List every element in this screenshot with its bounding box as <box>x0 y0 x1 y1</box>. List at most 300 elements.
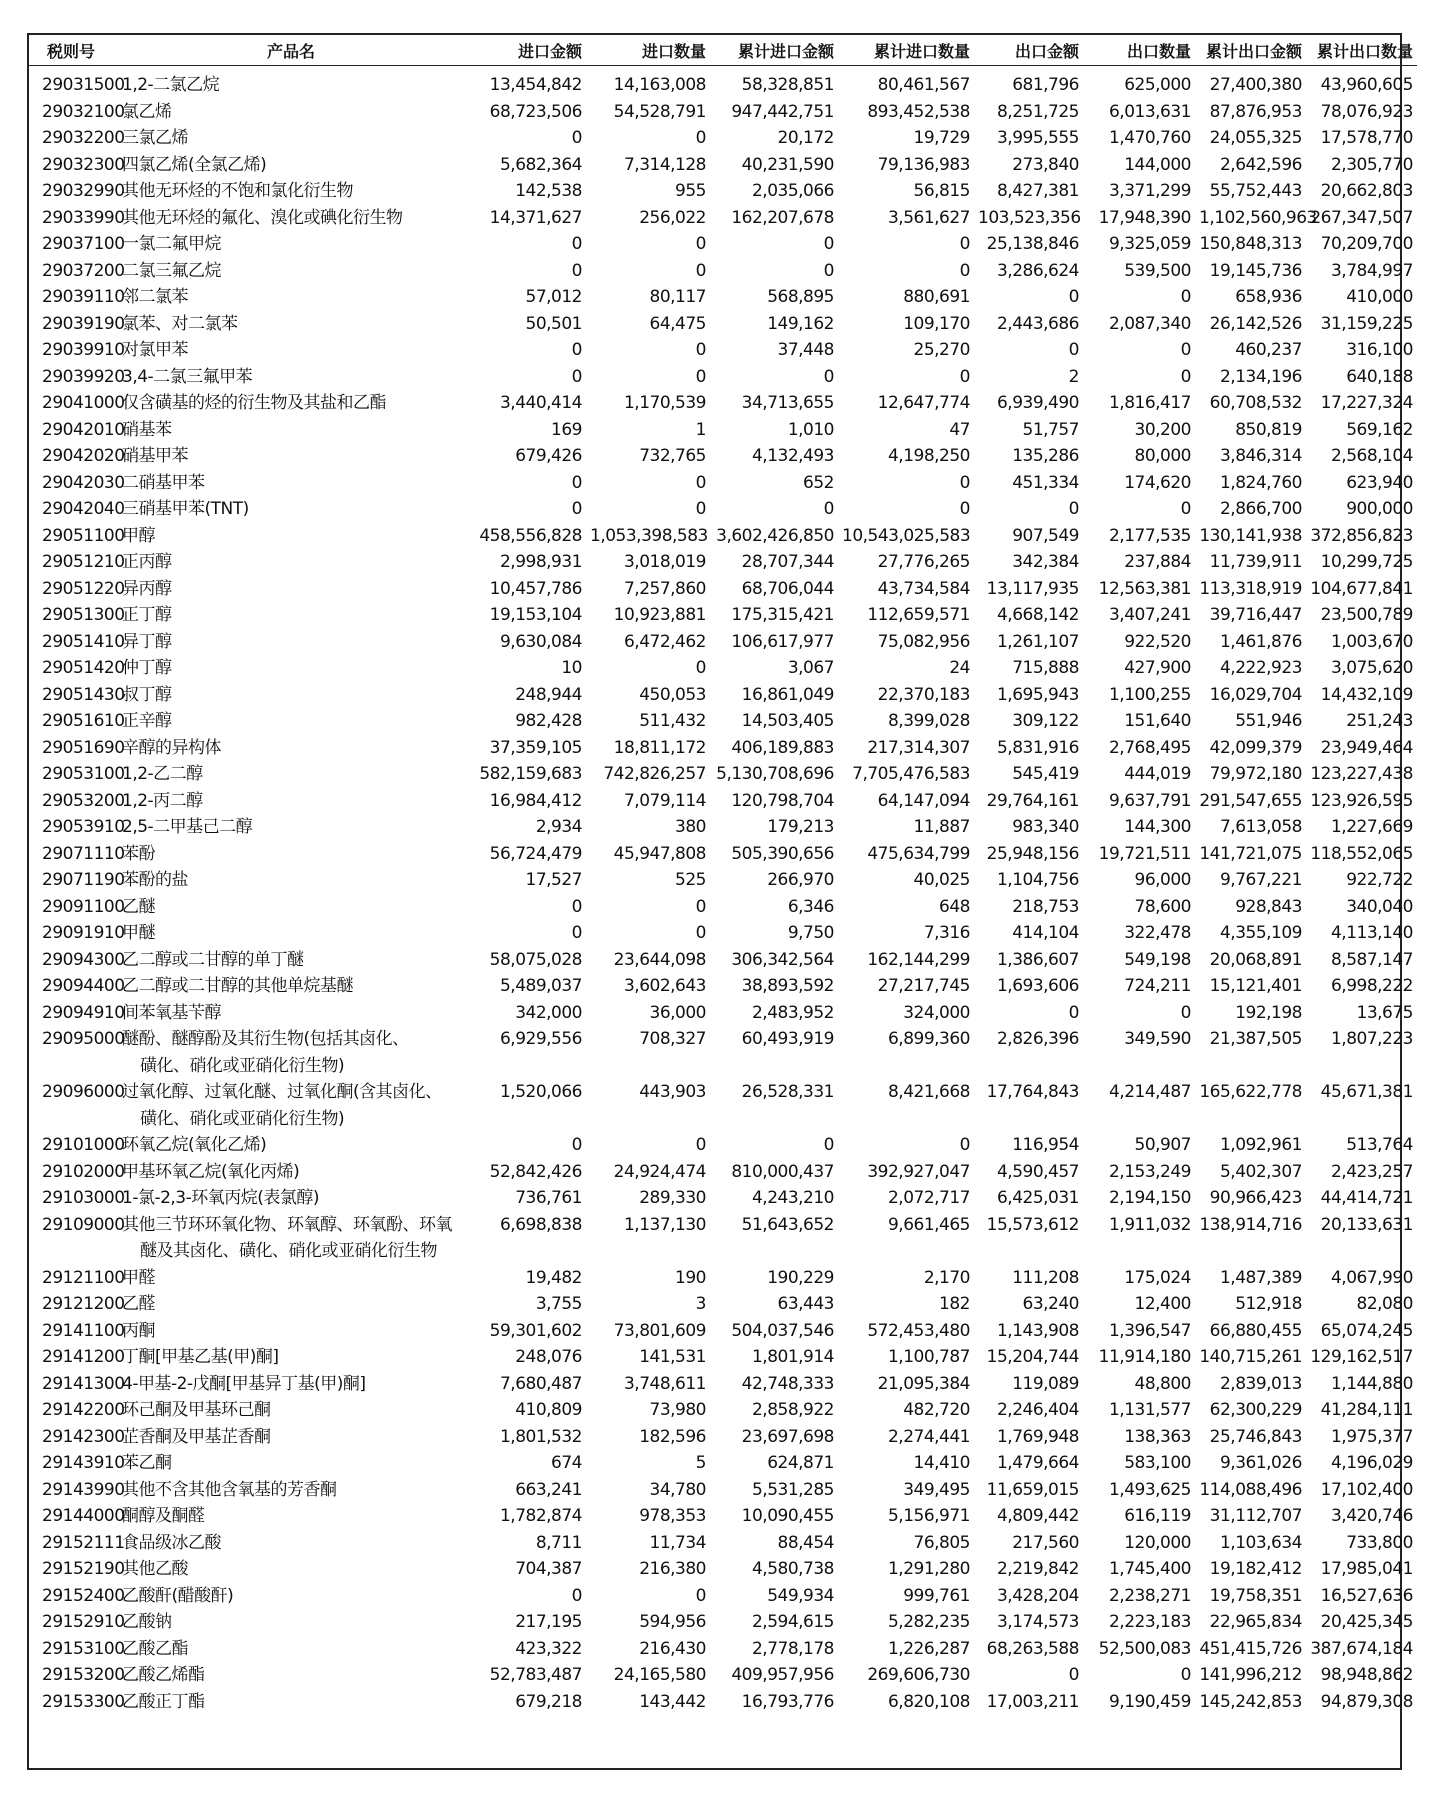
export-quantity-cell: 9,190,459 <box>1108 1691 1191 1712</box>
cumulative-import-quantity-cell: 349,495 <box>903 1479 970 1500</box>
cumulative-import-quantity-cell: 893,452,538 <box>867 101 970 122</box>
product-name-line: 1,2-丙二醇 <box>122 790 203 811</box>
tariff-code-cell: 29094400 <box>42 976 125 996</box>
table-row <box>29 841 1417 868</box>
tariff-code-cell: 29042040 <box>42 499 125 519</box>
cumulative-import-quantity-cell: 269,606,730 <box>867 1665 970 1685</box>
cumulative-export-value-cell: 4,355,109 <box>1219 923 1302 943</box>
table-row <box>29 894 1417 921</box>
export-value-cell: 15,573,612 <box>986 1214 1079 1235</box>
export-quantity-cell: 1,396,547 <box>1108 1320 1191 1341</box>
export-quantity-cell: 48,800 <box>1134 1373 1191 1394</box>
cumulative-export-quantity-cell: 900,000 <box>1346 499 1413 519</box>
table-row <box>29 629 1417 656</box>
cumulative-import-value-cell: 947,442,751 <box>731 101 834 122</box>
export-quantity-cell: 144,000 <box>1124 154 1191 175</box>
import-value-cell: 16,984,412 <box>489 790 582 811</box>
cumulative-import-value-cell: 106,617,977 <box>731 631 834 652</box>
cumulative-export-quantity-cell: 6,998,222 <box>1330 976 1413 996</box>
cumulative-import-value-cell: 20,172 <box>777 128 834 148</box>
cumulative-export-quantity-cell: 20,425,345 <box>1320 1612 1413 1632</box>
cumulative-import-quantity-cell: 10,543,025,583 <box>842 525 971 546</box>
export-quantity-cell: 2,153,249 <box>1108 1161 1191 1182</box>
export-value-cell: 6,939,490 <box>996 393 1079 413</box>
table-row <box>29 788 1417 815</box>
export-quantity-cell: 11,914,180 <box>1098 1347 1191 1367</box>
tariff-code-cell: 29042010 <box>42 419 125 440</box>
cumulative-export-quantity-cell: 45,671,381 <box>1320 1082 1413 1102</box>
product-name-line: 甲醛 <box>122 1267 155 1288</box>
product-name-cell <box>120 814 462 841</box>
cumulative-export-value-cell: 928,843 <box>1235 896 1302 917</box>
export-value-cell: 3,286,624 <box>996 260 1079 281</box>
export-quantity-cell: 96,000 <box>1134 870 1191 890</box>
cumulative-export-quantity-cell: 1,144,880 <box>1330 1373 1413 1394</box>
cumulative-import-value-cell: 409,957,956 <box>731 1665 834 1685</box>
export-value-cell: 1,695,943 <box>996 684 1079 705</box>
product-name-line: 甲醚 <box>122 923 155 943</box>
export-value-cell: 2,246,404 <box>996 1400 1079 1420</box>
cumulative-import-quantity-cell: 75,082,956 <box>877 631 970 652</box>
cumulative-import-value-cell: 9,750 <box>787 923 834 943</box>
product-name-line: 甲基环氧乙烷(氧化丙烯) <box>122 1161 300 1182</box>
cumulative-import-quantity-cell: 572,453,480 <box>867 1320 970 1341</box>
cumulative-export-quantity-cell: 2,568,104 <box>1330 446 1413 466</box>
tariff-code-cell: 29091910 <box>42 923 125 943</box>
export-quantity-cell: 237,884 <box>1124 552 1191 572</box>
cumulative-export-quantity-cell: 98,948,862 <box>1320 1665 1413 1685</box>
cumulative-export-quantity-cell: 2,305,770 <box>1330 154 1413 175</box>
tariff-code-cell: 29051410 <box>42 631 125 652</box>
cumulative-import-value-cell: 40,231,590 <box>741 154 834 175</box>
table-row <box>29 337 1417 364</box>
product-name-cell <box>120 66 462 99</box>
import-value-cell: 0 <box>571 499 582 519</box>
tariff-code-cell: 29153100 <box>42 1638 125 1659</box>
cumulative-import-quantity-cell: 56,815 <box>913 181 970 201</box>
product-name-line: 醚酚、醚醇酚及其衍生物(包括其卤化、 <box>122 1029 409 1049</box>
import-value-cell: 68,723,506 <box>489 101 582 122</box>
cumulative-export-value-cell: 79,972,180 <box>1209 764 1302 784</box>
product-name-cell <box>120 125 462 152</box>
import-quantity-cell: 3,018,019 <box>623 552 706 572</box>
cumulative-export-value-cell: 31,112,707 <box>1209 1506 1302 1526</box>
product-name-line: 一氯二氟甲烷 <box>122 234 221 254</box>
cumulative-export-value-cell: 60,708,532 <box>1209 393 1302 413</box>
export-value-cell: 218,753 <box>1012 896 1079 917</box>
cumulative-export-quantity-cell: 17,102,400 <box>1320 1479 1413 1500</box>
export-quantity-cell: 549,198 <box>1124 949 1191 970</box>
tariff-code-cell: 29039190 <box>42 313 125 334</box>
header-import-value: 进口金额 <box>462 35 586 66</box>
export-value-cell: 68,263,588 <box>986 1638 1079 1659</box>
import-value-cell: 19,482 <box>525 1267 582 1288</box>
product-name-cell <box>120 735 462 762</box>
tariff-code-cell: 29141200 <box>42 1347 125 1367</box>
cumulative-export-value-cell: 15,121,401 <box>1209 976 1302 996</box>
table-header-row <box>29 35 1417 66</box>
import-value-cell: 14,371,627 <box>489 207 582 228</box>
tariff-code-cell: 29051420 <box>42 658 125 678</box>
cumulative-export-quantity-cell: 372,856,823 <box>1310 525 1413 546</box>
cumulative-export-quantity-cell: 513,764 <box>1346 1135 1413 1155</box>
cumulative-import-quantity-cell: 80,461,567 <box>877 75 970 95</box>
product-name-line: 环氧乙烷(氧化乙烯) <box>122 1135 267 1155</box>
cumulative-export-value-cell: 140,715,261 <box>1199 1347 1302 1367</box>
export-quantity-cell: 349,590 <box>1124 1029 1191 1049</box>
tariff-code-cell: 29051690 <box>42 737 125 758</box>
header-tariff-code: 税则号 <box>29 35 120 66</box>
product-name-cell <box>120 1450 462 1477</box>
product-name-line: 其他三节环环氧化物、环氧醇、环氧酚、环氧 <box>122 1214 452 1235</box>
cumulative-import-value-cell: 0 <box>823 366 834 387</box>
product-name-line: 正丁醇 <box>122 605 172 625</box>
export-quantity-cell: 12,400 <box>1134 1294 1191 1314</box>
export-quantity-cell: 144,300 <box>1124 817 1191 837</box>
product-name-line: 乙酸正丁酯 <box>122 1691 205 1712</box>
tariff-code-cell: 29109000 <box>42 1214 125 1235</box>
import-value-cell: 248,944 <box>515 684 582 705</box>
cumulative-export-quantity-cell: 17,985,041 <box>1320 1559 1413 1579</box>
cumulative-import-value-cell: 549,934 <box>767 1585 834 1606</box>
import-quantity-cell: 18,811,172 <box>613 737 706 758</box>
product-name-line: 食品级冰乙酸 <box>122 1532 221 1553</box>
import-value-cell: 50,501 <box>525 313 582 334</box>
tariff-code-cell: 29039110 <box>42 287 125 307</box>
cumulative-export-quantity-cell: 410,000 <box>1346 287 1413 307</box>
product-name-line: 过氧化醇、过氧化醚、过氧化酮(含其卤化、 <box>122 1082 442 1102</box>
cumulative-export-value-cell: 551,946 <box>1235 711 1302 731</box>
cumulative-import-quantity-cell: 6,899,360 <box>887 1029 970 1049</box>
export-value-cell: 451,334 <box>1012 472 1079 493</box>
cumulative-export-value-cell: 1,102,560,963 <box>1199 207 1317 228</box>
import-value-cell: 0 <box>571 340 582 360</box>
import-value-cell: 982,428 <box>515 711 582 731</box>
product-name-cell <box>120 973 462 1000</box>
import-quantity-cell: 80,117 <box>649 287 706 307</box>
cumulative-import-quantity-cell: 482,720 <box>903 1400 970 1420</box>
import-quantity-cell: 143,442 <box>639 1691 706 1712</box>
cumulative-export-quantity-cell: 20,133,631 <box>1320 1214 1413 1235</box>
export-value-cell: 1,143,908 <box>996 1320 1079 1341</box>
cumulative-export-quantity-cell: 123,227,438 <box>1310 764 1413 784</box>
export-quantity-cell: 3,407,241 <box>1108 605 1191 625</box>
cumulative-import-quantity-cell: 24 <box>949 658 970 678</box>
cumulative-export-value-cell: 291,547,655 <box>1199 790 1302 811</box>
product-name-line: 乙酸乙酯 <box>122 1638 188 1659</box>
cumulative-import-value-cell: 4,243,210 <box>751 1188 834 1208</box>
export-quantity-cell: 322,478 <box>1124 923 1191 943</box>
product-name-cell <box>120 1583 462 1610</box>
cumulative-export-quantity-cell: 43,960,605 <box>1320 75 1413 95</box>
table-row <box>29 470 1417 497</box>
cumulative-import-quantity-cell: 14,410 <box>913 1453 970 1473</box>
tariff-code-cell: 29051300 <box>42 605 125 625</box>
cumulative-export-value-cell: 3,846,314 <box>1219 446 1302 466</box>
tariff-code-cell: 29051430 <box>42 684 125 705</box>
cumulative-export-value-cell: 66,880,455 <box>1209 1320 1302 1341</box>
product-name-line: 乙醚 <box>122 896 155 917</box>
export-value-cell: 17,003,211 <box>986 1691 1079 1712</box>
table-row <box>29 1450 1417 1477</box>
table-row <box>29 443 1417 470</box>
cumulative-export-value-cell: 26,142,526 <box>1209 313 1302 334</box>
export-value-cell: 273,840 <box>1012 154 1079 175</box>
import-quantity-cell: 14,163,008 <box>613 75 706 95</box>
import-value-cell: 37,359,105 <box>489 737 582 758</box>
import-value-cell: 679,218 <box>515 1691 582 1712</box>
cumulative-export-value-cell: 5,402,307 <box>1219 1161 1302 1182</box>
cumulative-export-quantity-cell: 3,420,746 <box>1330 1506 1413 1526</box>
table-row <box>29 708 1417 735</box>
export-quantity-cell: 17,948,390 <box>1098 207 1191 228</box>
header-product-name: 产品名 <box>120 35 462 66</box>
tariff-code-cell: 29121100 <box>42 1267 125 1288</box>
export-quantity-cell: 50,907 <box>1134 1135 1191 1155</box>
export-value-cell: 2,443,686 <box>996 313 1079 334</box>
cumulative-import-value-cell: 3,067 <box>787 658 834 678</box>
cumulative-export-quantity-cell: 94,879,308 <box>1320 1691 1413 1712</box>
cumulative-import-quantity-cell: 47 <box>949 419 970 440</box>
cumulative-import-value-cell: 2,035,066 <box>751 181 834 201</box>
cumulative-import-quantity-cell: 0 <box>959 472 970 493</box>
cumulative-import-value-cell: 0 <box>823 499 834 519</box>
cumulative-import-value-cell: 37,448 <box>777 340 834 360</box>
product-name-cell <box>120 1424 462 1451</box>
export-value-cell: 2,219,842 <box>996 1559 1079 1579</box>
cumulative-import-quantity-cell: 5,282,235 <box>887 1612 970 1632</box>
tariff-code-cell: 29141100 <box>42 1320 125 1341</box>
tariff-code-cell: 29032300 <box>42 154 125 175</box>
import-quantity-cell: 36,000 <box>649 1002 706 1023</box>
product-name-cell <box>120 1079 462 1132</box>
product-name-line: 芷香酮及甲基芷香酮 <box>122 1426 271 1447</box>
product-name-line: 邻二氯苯 <box>122 287 188 307</box>
import-value-cell: 19,153,104 <box>489 605 582 625</box>
import-value-cell: 1,801,532 <box>499 1426 582 1447</box>
table-row <box>29 1132 1417 1159</box>
export-value-cell: 63,240 <box>1022 1294 1079 1314</box>
cumulative-import-quantity-cell: 1,226,287 <box>887 1638 970 1659</box>
export-quantity-cell: 2,087,340 <box>1108 313 1191 334</box>
cumulative-export-value-cell: 512,918 <box>1235 1294 1302 1314</box>
table-row <box>29 761 1417 788</box>
export-value-cell: 1,769,948 <box>996 1426 1079 1447</box>
import-quantity-cell: 24,924,474 <box>613 1161 706 1182</box>
product-name-cell <box>120 655 462 682</box>
table-row <box>29 258 1417 285</box>
cumulative-export-quantity-cell: 733,800 <box>1346 1532 1413 1553</box>
export-value-cell: 715,888 <box>1012 658 1079 678</box>
import-quantity-cell: 182,596 <box>639 1426 706 1447</box>
product-name-cell <box>120 1291 462 1318</box>
export-quantity-cell: 174,620 <box>1124 472 1191 493</box>
export-value-cell: 51,757 <box>1022 419 1079 440</box>
product-name-line: 正丙醇 <box>122 552 172 572</box>
cumulative-export-quantity-cell: 31,159,225 <box>1320 313 1413 334</box>
cumulative-export-quantity-cell: 4,113,140 <box>1330 923 1413 943</box>
import-value-cell: 704,387 <box>515 1559 582 1579</box>
cumulative-import-quantity-cell: 648 <box>939 896 970 917</box>
product-name-cell <box>120 602 462 629</box>
cumulative-import-value-cell: 6,346 <box>787 896 834 917</box>
export-value-cell: 0 <box>1068 1665 1079 1685</box>
product-name-line: 甲醇 <box>122 525 155 546</box>
product-name-line: 3,4-二氯三氟甲苯 <box>122 366 253 387</box>
export-value-cell: 414,104 <box>1012 923 1079 943</box>
import-value-cell: 142,538 <box>515 181 582 201</box>
import-value-cell: 0 <box>571 896 582 917</box>
table-row <box>29 1689 1417 1716</box>
import-quantity-cell: 7,314,128 <box>623 154 706 175</box>
cumulative-import-value-cell: 60,493,919 <box>741 1029 834 1049</box>
tariff-code-cell: 29032100 <box>42 101 125 122</box>
cumulative-export-value-cell: 9,767,221 <box>1219 870 1302 890</box>
export-value-cell: 111,208 <box>1012 1267 1079 1288</box>
import-quantity-cell: 978,353 <box>639 1506 706 1526</box>
cumulative-export-quantity-cell: 251,243 <box>1346 711 1413 731</box>
product-name-line: 间苯氧基苄醇 <box>122 1002 221 1023</box>
import-value-cell: 1,782,874 <box>499 1506 582 1526</box>
product-name-cell <box>120 1000 462 1027</box>
tariff-code-cell: 29094300 <box>42 949 125 970</box>
product-name-cell <box>120 682 462 709</box>
export-value-cell: 1,693,606 <box>996 976 1079 996</box>
cumulative-export-quantity-cell: 1,227,669 <box>1330 817 1413 837</box>
header-cumulative-export-value: 累计出口金额 <box>1195 35 1306 66</box>
cumulative-import-value-cell: 505,390,656 <box>731 843 834 864</box>
table-row <box>29 417 1417 444</box>
tariff-code-cell: 29071110 <box>42 843 125 864</box>
cumulative-export-quantity-cell: 23,500,789 <box>1320 605 1413 625</box>
import-value-cell: 17,527 <box>525 870 582 890</box>
import-quantity-cell: 190 <box>675 1267 706 1288</box>
product-name-line: 苯乙酮 <box>122 1453 172 1473</box>
import-quantity-cell: 955 <box>675 181 706 201</box>
export-quantity-cell: 724,211 <box>1124 976 1191 996</box>
import-quantity-cell: 594,956 <box>639 1612 706 1632</box>
export-value-cell: 119,089 <box>1012 1373 1079 1394</box>
product-name-cell <box>120 178 462 205</box>
export-quantity-cell: 0 <box>1180 1665 1191 1685</box>
import-value-cell: 0 <box>571 260 582 281</box>
product-name-cell <box>120 231 462 258</box>
export-value-cell: 983,340 <box>1012 817 1079 837</box>
cumulative-import-value-cell: 16,793,776 <box>741 1691 834 1712</box>
cumulative-export-quantity-cell: 65,074,245 <box>1320 1320 1413 1341</box>
tariff-code-cell: 29037100 <box>42 234 125 254</box>
cumulative-export-quantity-cell: 104,677,841 <box>1310 578 1413 599</box>
cumulative-export-value-cell: 2,642,596 <box>1219 154 1302 175</box>
cumulative-export-value-cell: 460,237 <box>1235 340 1302 360</box>
import-quantity-cell: 0 <box>695 366 706 387</box>
table-row <box>29 523 1417 550</box>
import-quantity-cell: 0 <box>695 340 706 360</box>
export-value-cell: 4,668,142 <box>996 605 1079 625</box>
product-name-cell <box>120 1503 462 1530</box>
product-name-cell <box>120 311 462 338</box>
import-quantity-cell: 708,327 <box>639 1029 706 1049</box>
import-value-cell: 410,809 <box>515 1400 582 1420</box>
import-quantity-cell: 216,380 <box>639 1559 706 1579</box>
import-quantity-cell: 24,165,580 <box>613 1665 706 1685</box>
cumulative-import-value-cell: 306,342,564 <box>731 949 834 970</box>
product-name-line: 其他不含其他含氧基的芳香酮 <box>122 1479 337 1500</box>
table-row <box>29 152 1417 179</box>
cumulative-export-value-cell: 25,746,843 <box>1209 1426 1302 1447</box>
tariff-code-cell: 29042020 <box>42 446 125 466</box>
export-quantity-cell: 78,600 <box>1134 896 1191 917</box>
product-name-cell <box>120 549 462 576</box>
export-value-cell: 25,138,846 <box>986 234 1079 254</box>
cumulative-export-quantity-cell: 129,162,517 <box>1310 1347 1413 1367</box>
import-value-cell: 679,426 <box>515 446 582 466</box>
import-quantity-cell: 7,079,114 <box>623 790 706 811</box>
product-name-line: 其他无环烃的氟化、溴化或碘化衍生物 <box>122 207 403 228</box>
table-row <box>29 99 1417 126</box>
cumulative-export-quantity-cell: 387,674,184 <box>1310 1638 1413 1659</box>
cumulative-export-value-cell: 87,876,953 <box>1209 101 1302 122</box>
tariff-code-cell: 29101000 <box>42 1135 125 1155</box>
export-value-cell: 0 <box>1068 499 1079 519</box>
import-quantity-cell: 10,923,881 <box>613 605 706 625</box>
product-name-cell <box>120 1026 462 1079</box>
export-value-cell: 29,764,161 <box>986 790 1079 811</box>
import-value-cell: 52,783,487 <box>489 1665 582 1685</box>
import-quantity-cell: 7,257,860 <box>623 578 706 599</box>
tariff-code-cell: 29053100 <box>42 764 125 784</box>
import-value-cell: 217,195 <box>515 1612 582 1632</box>
cumulative-export-quantity-cell: 118,552,065 <box>1310 843 1413 864</box>
cumulative-export-quantity-cell: 123,926,595 <box>1310 790 1413 811</box>
cumulative-import-value-cell: 2,858,922 <box>751 1400 834 1420</box>
table-row <box>29 682 1417 709</box>
cumulative-import-value-cell: 5,130,708,696 <box>716 764 834 784</box>
cumulative-import-value-cell: 2,778,178 <box>751 1638 834 1659</box>
table-row <box>29 364 1417 391</box>
import-value-cell: 0 <box>571 1585 582 1606</box>
cumulative-export-value-cell: 113,318,919 <box>1199 578 1302 599</box>
tariff-code-cell: 29031500 <box>42 75 125 95</box>
import-value-cell: 0 <box>571 234 582 254</box>
cumulative-import-value-cell: 34,713,655 <box>741 393 834 413</box>
product-name-line: 丁酮[甲基乙基(甲)酮] <box>122 1347 279 1367</box>
product-name-line: 1-氯-2,3-环氧丙烷(表氯醇) <box>122 1188 320 1208</box>
export-quantity-cell: 138,363 <box>1124 1426 1191 1447</box>
product-name-line: 乙酸乙烯酯 <box>122 1665 205 1685</box>
cumulative-import-quantity-cell: 162,144,299 <box>867 949 970 970</box>
cumulative-import-value-cell: 175,315,421 <box>731 605 834 625</box>
cumulative-import-quantity-cell: 880,691 <box>903 287 970 307</box>
cumulative-import-quantity-cell: 1,291,280 <box>887 1559 970 1579</box>
cumulative-import-quantity-cell: 43,734,584 <box>877 578 970 599</box>
cumulative-import-quantity-cell: 11,887 <box>913 817 970 837</box>
tariff-code-cell: 29039920 <box>42 366 125 387</box>
table-row <box>29 205 1417 232</box>
cumulative-import-value-cell: 810,000,437 <box>731 1161 834 1182</box>
tariff-code-cell: 29096000 <box>42 1082 125 1102</box>
cumulative-import-value-cell: 68,706,044 <box>741 578 834 599</box>
tariff-code-cell: 29143910 <box>42 1453 125 1473</box>
cumulative-export-quantity-cell: 3,784,997 <box>1330 260 1413 281</box>
cumulative-import-quantity-cell: 112,659,571 <box>867 605 970 625</box>
tariff-code-cell: 29144000 <box>42 1506 125 1526</box>
export-quantity-cell: 0 <box>1180 366 1191 387</box>
import-value-cell: 169 <box>551 419 582 440</box>
cumulative-import-quantity-cell: 64,147,094 <box>877 790 970 811</box>
export-value-cell: 4,590,457 <box>996 1161 1079 1182</box>
cumulative-import-quantity-cell: 22,370,183 <box>877 684 970 705</box>
